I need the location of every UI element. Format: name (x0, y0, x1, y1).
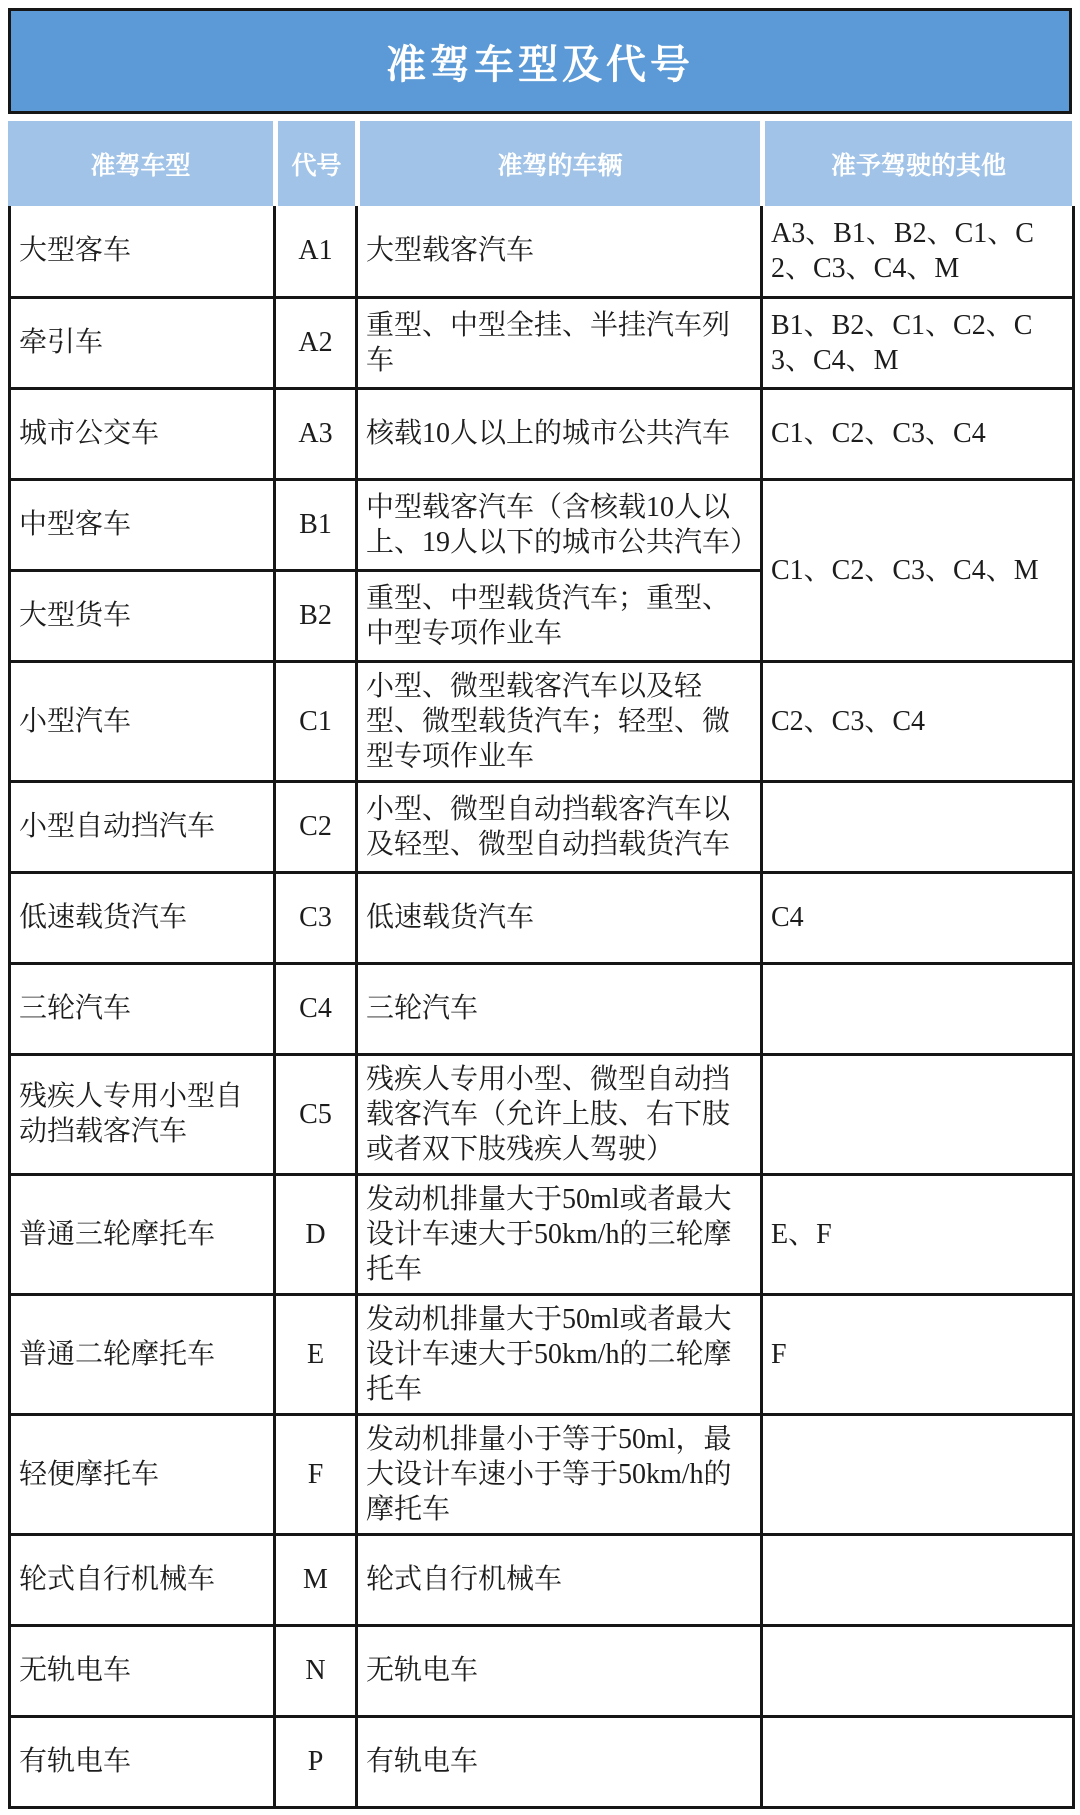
other-permitted-cell (762, 1534, 1074, 1625)
license-table-body (10, 206, 1074, 1807)
permitted-vehicles-cell: 无轨电车 (357, 1625, 762, 1716)
code-cell: C4 (275, 963, 357, 1054)
permitted-vehicles-cell: 小型、微型自动挡载客汽车以及轻型、微型自动挡载货汽车 (357, 781, 762, 872)
permitted-vehicles-cell: 重型、中型全挂、半挂汽车列车 (357, 297, 762, 388)
other-permitted-cell (762, 1716, 1074, 1807)
permitted-vehicles-cell: 发动机排量大于50ml或者最大设计车速大于50km/h的二轮摩托车 (357, 1294, 762, 1414)
vehicle-type-cell: 小型汽车 (10, 661, 275, 781)
other-permitted-cell: A3、B1、B2、C1、C2、C3、C4、M (762, 206, 1074, 297)
code-cell: E (275, 1294, 357, 1414)
vehicle-type-cell: 轮式自行机械车 (10, 1534, 275, 1625)
code-cell: D (275, 1174, 357, 1294)
code-cell: A3 (275, 388, 357, 479)
table-row (10, 872, 1074, 963)
code-cell: C2 (275, 781, 357, 872)
vehicle-type-cell: 小型自动挡汽车 (10, 781, 275, 872)
table-row (10, 1294, 1074, 1414)
table-row (10, 1716, 1074, 1807)
vehicle-type-cell: 普通三轮摩托车 (10, 1174, 275, 1294)
title-bar (8, 8, 1072, 114)
table-row (10, 206, 1074, 297)
table-row (10, 479, 1074, 570)
table-row (10, 963, 1074, 1054)
other-permitted-cell: C1、C2、C3、C4、M (762, 479, 1074, 661)
other-permitted-cell: C2、C3、C4 (762, 661, 1074, 781)
table-row (10, 661, 1074, 781)
table-row (10, 1054, 1074, 1174)
vehicle-type-cell: 中型客车 (10, 479, 275, 570)
permitted-vehicles-cell: 发动机排量大于50ml或者最大设计车速大于50km/h的三轮摩托车 (357, 1174, 762, 1294)
vehicle-type-cell: 大型货车 (10, 570, 275, 661)
header-row (8, 121, 1072, 206)
column-header-row (8, 121, 1072, 206)
column-header-vehicle-type: 准驾车型 (8, 121, 273, 206)
vehicle-type-cell: 城市公交车 (10, 388, 275, 479)
other-permitted-cell: F (762, 1294, 1074, 1414)
other-permitted-cell (762, 1414, 1074, 1534)
permitted-vehicles-cell: 大型载客汽车 (357, 206, 762, 297)
column-header-permitted-vehicles: 准驾的车辆 (355, 121, 760, 206)
code-cell: A2 (275, 297, 357, 388)
other-permitted-cell (762, 963, 1074, 1054)
vehicle-type-cell: 无轨电车 (10, 1625, 275, 1716)
other-permitted-cell: C4 (762, 872, 1074, 963)
column-header-code: 代号 (273, 121, 355, 206)
permitted-vehicles-cell: 中型载客汽车（含核载10人以上、19人以下的城市公共汽车） (357, 479, 762, 570)
permitted-vehicles-cell: 有轨电车 (357, 1716, 762, 1807)
code-cell: B1 (275, 479, 357, 570)
vehicle-type-cell: 有轨电车 (10, 1716, 275, 1807)
vehicle-type-cell: 残疾人专用小型自动挡载客汽车 (10, 1054, 275, 1174)
license-table (8, 206, 1075, 1809)
table-row (10, 388, 1074, 479)
code-cell: B2 (275, 570, 357, 661)
permitted-vehicles-cell: 重型、中型载货汽车；重型、中型专项作业车 (357, 570, 762, 661)
table-row (10, 781, 1074, 872)
code-cell: A1 (275, 206, 357, 297)
permitted-vehicles-cell: 核载10人以上的城市公共汽车 (357, 388, 762, 479)
code-cell: C1 (275, 661, 357, 781)
code-cell: N (275, 1625, 357, 1716)
vehicle-type-cell: 低速载货汽车 (10, 872, 275, 963)
other-permitted-cell (762, 1054, 1074, 1174)
table-row (10, 297, 1074, 388)
table-row (10, 1174, 1074, 1294)
permitted-vehicles-cell: 三轮汽车 (357, 963, 762, 1054)
column-header-other-permitted: 准予驾驶的其他 (760, 121, 1072, 206)
vehicle-type-cell: 大型客车 (10, 206, 275, 297)
code-cell: C5 (275, 1054, 357, 1174)
vehicle-type-cell: 普通二轮摩托车 (10, 1294, 275, 1414)
other-permitted-cell: E、F (762, 1174, 1074, 1294)
other-permitted-cell: B1、B2、C1、C2、C3、C4、M (762, 297, 1074, 388)
table-row (10, 1625, 1074, 1716)
page-title: 准驾车型及代号 (386, 42, 694, 87)
vehicle-type-cell: 牵引车 (10, 297, 275, 388)
code-cell: M (275, 1534, 357, 1625)
table-row (10, 1534, 1074, 1625)
permitted-vehicles-cell: 残疾人专用小型、微型自动挡载客汽车（允许上肢、右下肢或者双下肢残疾人驾驶） (357, 1054, 762, 1174)
permitted-vehicles-cell: 低速载货汽车 (357, 872, 762, 963)
other-permitted-cell: C1、C2、C3、C4 (762, 388, 1074, 479)
code-cell: C3 (275, 872, 357, 963)
other-permitted-cell (762, 1625, 1074, 1716)
vehicle-type-cell: 三轮汽车 (10, 963, 275, 1054)
table-row (10, 1414, 1074, 1534)
permitted-vehicles-cell: 发动机排量小于等于50ml，最大设计车速小于等于50km/h的摩托车 (357, 1414, 762, 1534)
page (8, 0, 1072, 1815)
code-cell: F (275, 1414, 357, 1534)
permitted-vehicles-cell: 小型、微型载客汽车以及轻型、微型载货汽车；轻型、微型专项作业车 (357, 661, 762, 781)
code-cell: P (275, 1716, 357, 1807)
vehicle-type-cell: 轻便摩托车 (10, 1414, 275, 1534)
other-permitted-cell (762, 781, 1074, 872)
permitted-vehicles-cell: 轮式自行机械车 (357, 1534, 762, 1625)
